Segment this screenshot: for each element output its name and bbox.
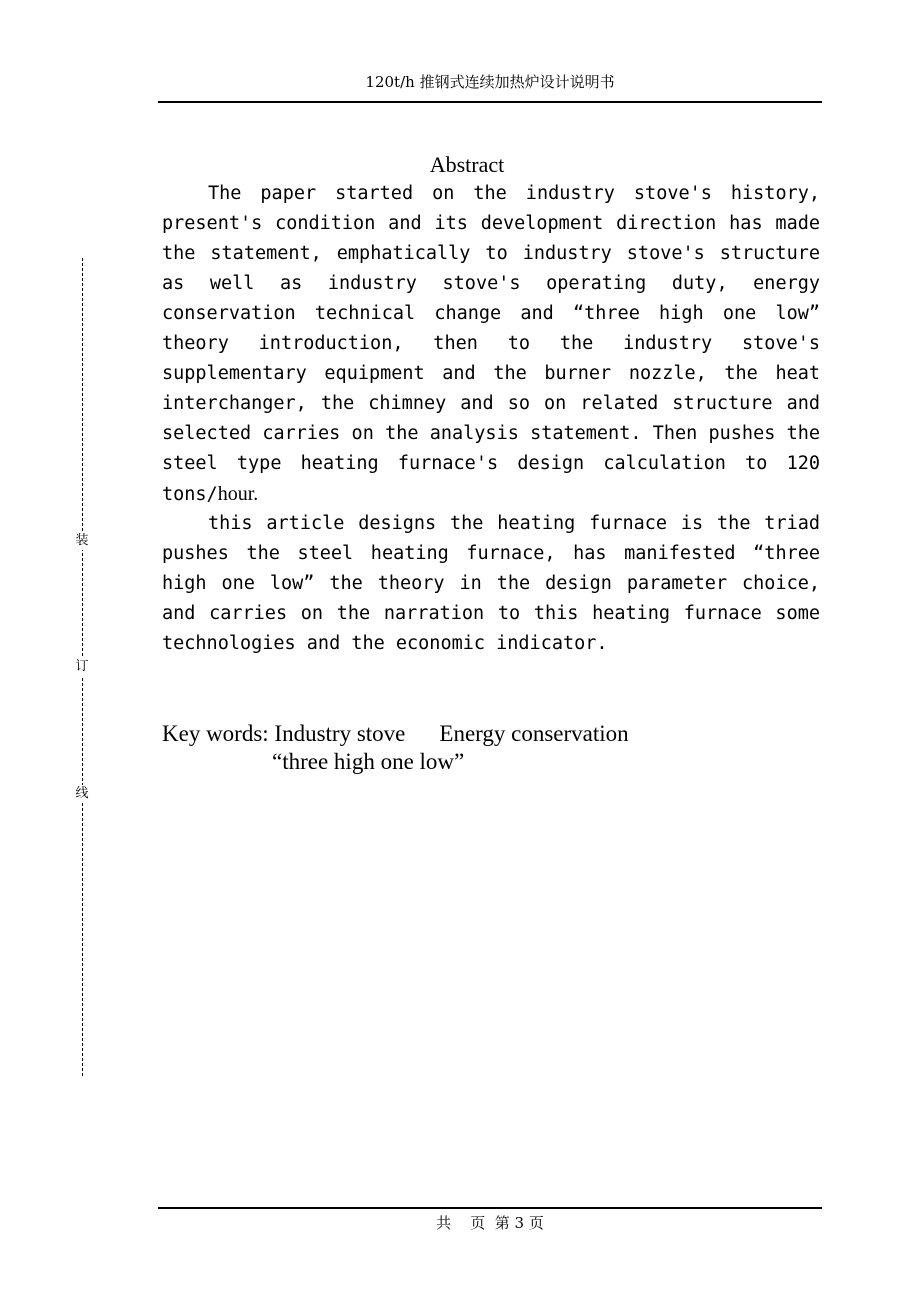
keywords-label: Key words: Industry stove bbox=[162, 721, 406, 746]
keyword-energy-conservation: Energy conservation bbox=[439, 721, 629, 746]
abstract-paragraph-1-tail: hour. bbox=[217, 483, 259, 505]
binding-char-zhuang: 装 bbox=[75, 533, 89, 548]
page-footer: 共 页 第 3 页 bbox=[436, 1214, 544, 1232]
abstract-paragraph-1-main: The paper started on the industry stove's history, present's condition and its development direction has made the statement, emphatically to industry stove's structure as well as industry stove's operating duty, energy conservation technical change and “three high one low” theory introduction, then to the industry stove's supplementary equipment and the burner nozzle, the heat interchanger, the chimney and so on related structure and selected carries on the analysis statement. Then pushes the steel type heating furnace's design calculation to 120 tons/ bbox=[162, 183, 820, 505]
abstract-paragraph-1 bbox=[162, 179, 820, 510]
footer-rule bbox=[158, 1207, 822, 1209]
abstract-paragraph-2: this article designs the heating furnace is the triad pushes the steel heating furnace, has manifested “three high one low” the theory in the design parameter choice, and carries on the narration to this heating furnace some technologies and the economic indicator. bbox=[162, 513, 820, 654]
abstract-title: Abstract bbox=[429, 152, 505, 177]
keywords-line bbox=[162, 720, 629, 748]
page-header-title: 120t/h 推钢式连续加热炉设计说明书 bbox=[365, 73, 615, 91]
binding-char-ding: 订 bbox=[75, 659, 89, 674]
keyword-three-high-one-low: “three high one low” bbox=[272, 749, 465, 774]
header-rule bbox=[158, 101, 822, 103]
binding-char-xian: 线 bbox=[75, 786, 89, 801]
